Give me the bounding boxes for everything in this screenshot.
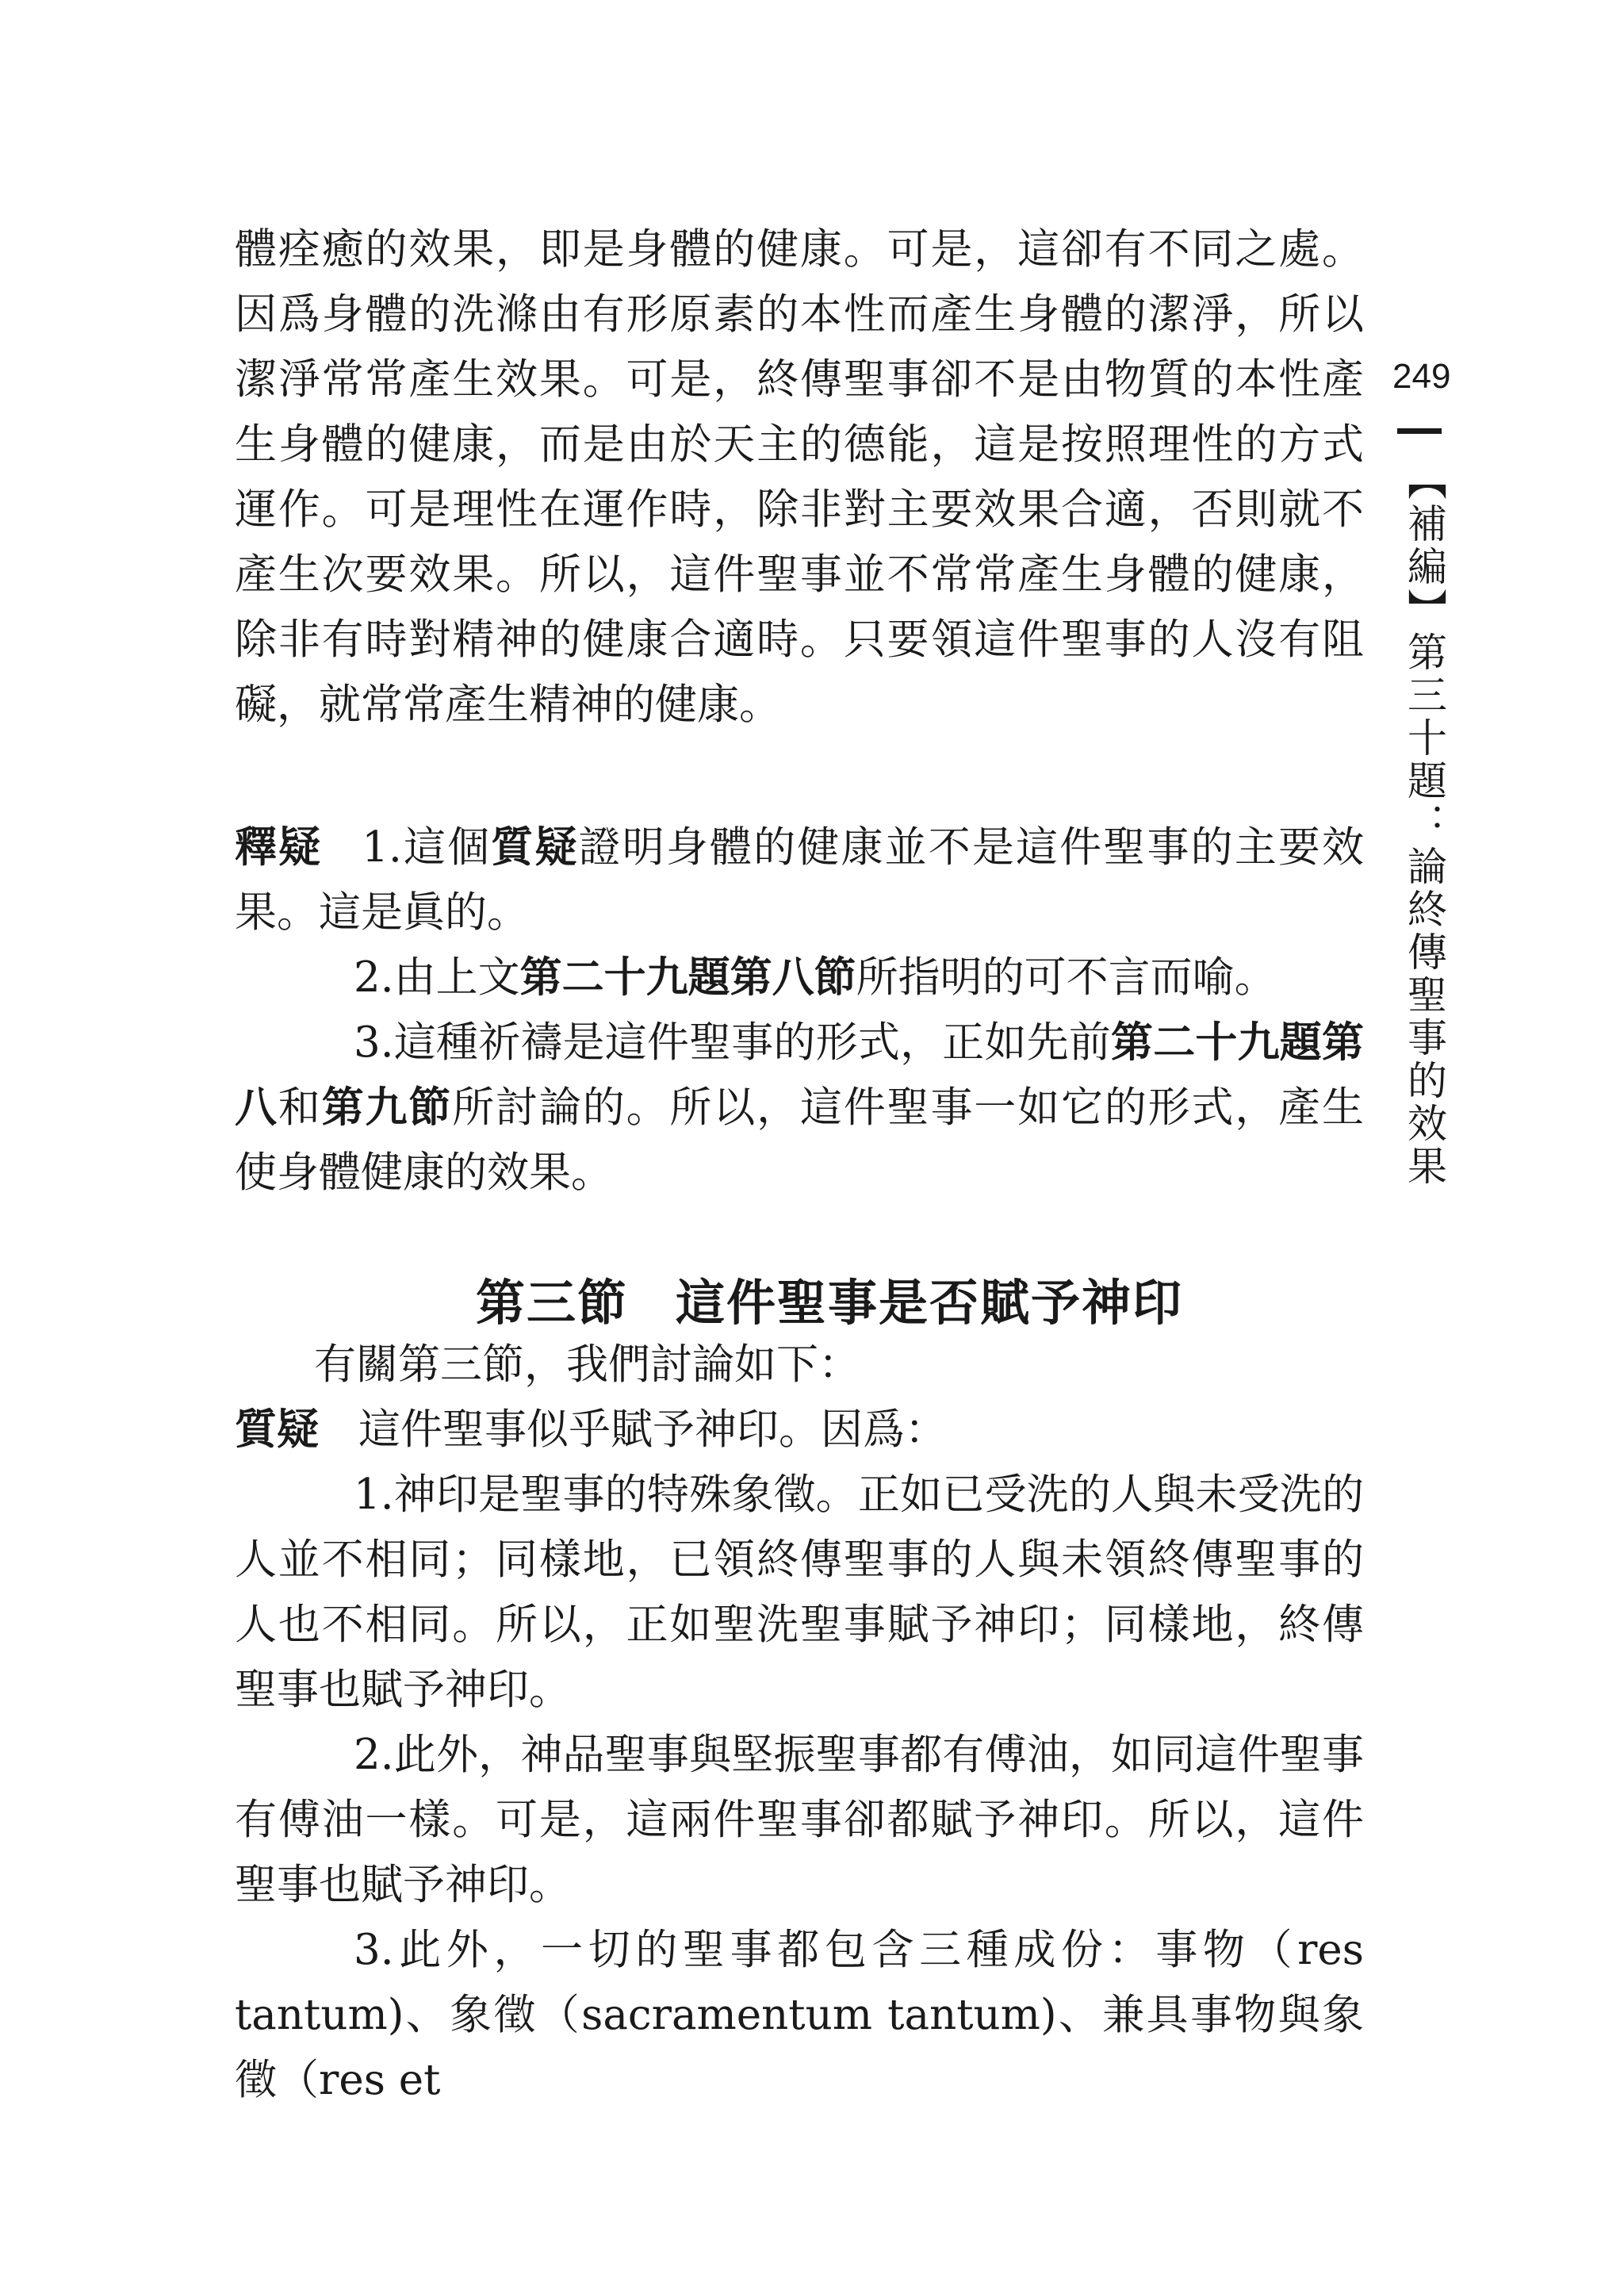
section-intro: 有關第三節，我們討論如下：	[314, 1340, 860, 1389]
paragraph-continuation: 體痊癒的效果，即是身體的健康。可是，這卻有不同之處。因爲身體的洗滌由有形原素的本性而產生身體的潔淨，所以潔淨常常產生效果。可是，終傳聖事卻不是由物質的本性產生身體的健康，而是由於天主的德能，這是按照理性的方式運作。可是理性在運作時，除非對主要效果合適，否則就不產生次要效果。所以，這件聖事並不常常產生身體的健康，除非有時對精神的健康合適時。只要領這件聖事的人沒有阻礙，就常常產生精神的健康。	[235, 225, 1364, 729]
page-number: 249	[1392, 357, 1451, 396]
reply-1-text-a: 1.這個	[362, 823, 492, 872]
reply-3-text-a: 3.這種祈禱是這件聖事的形式，正如先前	[354, 1018, 1112, 1067]
reply-label: 釋疑	[235, 823, 323, 872]
reply-1-strong: 質疑	[491, 823, 579, 872]
objection-text: 這件聖事似乎賦予神印。因爲：	[358, 1405, 947, 1454]
reply-3-strong-b: 第九節	[321, 1083, 453, 1132]
objection-label: 質疑	[235, 1405, 319, 1454]
objection-2: 2.此外，神品聖事與堅振聖事都有傅油，如同這件聖事有傅油一樣。可是，這兩件聖事卻都賦予神印。所以，這件聖事也賦予神印。	[235, 1731, 1364, 1909]
reply-2-strong: 第二十九題第八節	[519, 953, 856, 1002]
reply-2-text-a: 2.由上文	[354, 953, 520, 1002]
reply-1-text-b: 證明身體的健康並不是這件聖事的主要效果。這是眞的。	[235, 823, 1365, 937]
objection-heading	[235, 1398, 1364, 1463]
reply-2-text-b: 所指明的可不言而喻。	[856, 953, 1277, 1002]
reply-3-text-c: 所討論的。所以，這件聖事一如它的形式，產生使身體健康的效果。	[235, 1083, 1365, 1197]
objection-1: 1.神印是聖事的特殊象徵。正如已受洗的人與未受洗的人並不相同；同樣地，已領終傳聖事的人與未領終傳聖事的人也不相同。所以，正如聖洗聖事賦予神印；同樣地，終傳聖事也賦予神印。	[235, 1471, 1364, 1714]
reply-3-strong-a: 第二十九題第八	[235, 1018, 1364, 1132]
reply-1	[235, 815, 1364, 945]
reply-3	[235, 1010, 1364, 1206]
header-rule	[1397, 428, 1442, 434]
section-title-text: 這件聖事是否賦予神印	[676, 1274, 1184, 1332]
reply-2	[235, 945, 1364, 1010]
running-header: 【補編】第三十題：論終傳聖事的效果	[1401, 460, 1447, 1188]
reply-3-text-b: 和	[278, 1083, 322, 1132]
section-number: 第三節	[476, 1274, 629, 1332]
section-title	[476, 1267, 1189, 1339]
objection-3: 3.此外，一切的聖事都包含三種成份：事物（res tantum)、象徵（sacramentum tantum)、兼具事物與象徵（res et	[235, 1926, 1364, 2104]
